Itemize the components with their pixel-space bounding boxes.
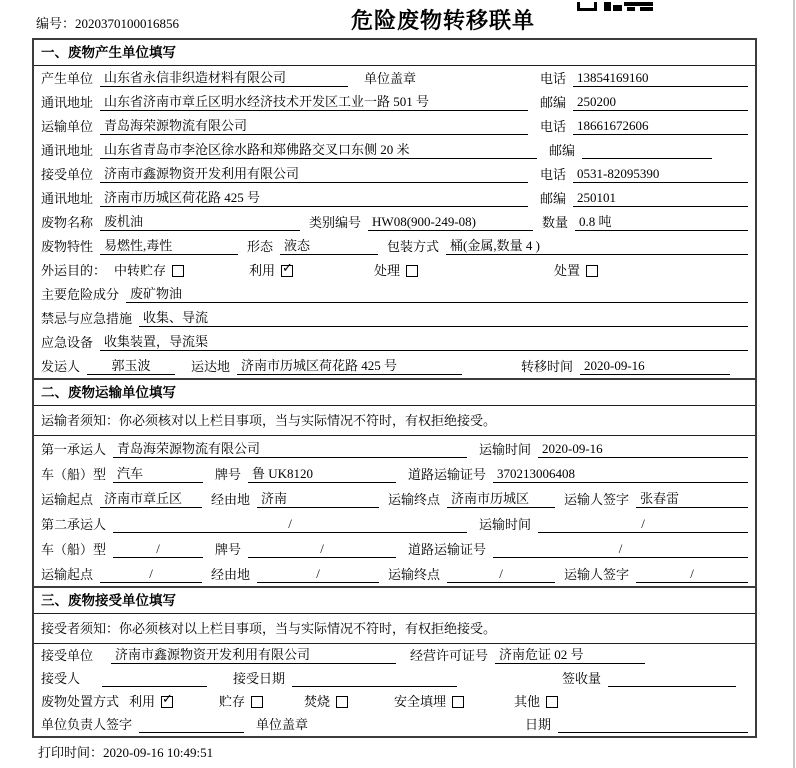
transporter-address-value: 山东省青岛市李沧区徐水路和郑佛路交叉口东侧 20 米 (100, 141, 537, 159)
receiver-value: 济南市鑫源物资开发利用有限公司 (100, 165, 528, 183)
transporter-notice: 运输者须知：你必须核对以上栏目事项，当与实际情况不符时，有权拒绝接受。 (34, 406, 755, 436)
option-label: 利用 (129, 694, 156, 709)
option-label: 利用 (249, 263, 276, 278)
receiver-phone-label: 电话 (539, 167, 566, 182)
transporter-zip-label: 邮编 (548, 143, 575, 158)
section1-title: 一、废物产生单位填写 (34, 40, 755, 66)
receiver-row (34, 162, 755, 186)
dispatch-row (34, 354, 755, 378)
receipt-row (34, 667, 755, 690)
checkbox-option-other (514, 693, 558, 710)
signoff-row (34, 713, 755, 736)
packaging-value: 桶(金属,数量 4 ) (446, 237, 748, 255)
checkbox-icon (586, 265, 598, 277)
packaging-label: 包装方式 (387, 239, 440, 254)
equipment-value: 收集装置，导流渠 (100, 333, 748, 351)
equipment-label: 应急设备 (41, 335, 94, 350)
producer-zip-value: 250200 (573, 93, 748, 111)
disposal-label: 废物处置方式 (41, 694, 120, 709)
receiver-zip-label: 邮编 (539, 191, 566, 206)
page-title: 危险废物转移联单 (350, 8, 535, 33)
hazard-label: 主要危险成分 (41, 287, 120, 302)
checkbox-option-dispose (554, 262, 598, 279)
checkbox-icon (172, 265, 184, 277)
receiver-phone-value: 0531-82095390 (573, 165, 748, 183)
carrier1-name-row (34, 436, 755, 461)
responsible-sign-label: 单位负责人签字 (41, 717, 133, 732)
producer-value: 山东省永信非织造材料有限公司 (100, 69, 348, 87)
carrier1-vehicle-row (34, 461, 755, 486)
waste-traits-value: 易燃性,毒性 (100, 237, 238, 255)
carrier2-time-label: 运输时间 (478, 517, 531, 532)
waste-form-value: 液态 (280, 237, 378, 255)
carrier2-origin: / (100, 565, 202, 583)
checkbox-checked-icon: ✓ (162, 691, 173, 707)
shipper-label: 发运人 (41, 359, 81, 374)
checkbox-icon (406, 265, 418, 277)
receiver-address-row (34, 186, 755, 210)
signed-amount-value (608, 686, 736, 687)
producer-zip-label: 邮编 (539, 95, 566, 110)
operating-license-value: 济南危证 02 号 (495, 646, 645, 664)
carrier1-end-label: 运输终点 (388, 492, 441, 507)
purpose-row (34, 258, 755, 282)
waste-name-row (34, 210, 755, 234)
carrier1-time-label: 运输时间 (478, 442, 531, 457)
checkbox-option-landfill (394, 693, 514, 710)
carrier2-vehicle-row (34, 536, 755, 561)
carrier1-origin-label: 运输起点 (41, 492, 94, 507)
carrier1-signature: 张春雷 (636, 490, 748, 508)
transporter-row (34, 114, 755, 138)
receiver-address-value: 济南市历城区荷花路 425 号 (100, 189, 528, 207)
signoff-date-label: 日期 (524, 717, 551, 732)
option-label: 中转贮存 (114, 263, 167, 278)
checkbox-option-treat (374, 262, 554, 279)
receiver-address-label: 通讯地址 (41, 191, 94, 206)
serial-label: 编号： (36, 16, 76, 31)
carrier2-plate: / (248, 540, 396, 558)
operating-license-label: 经营许可证号 (410, 648, 489, 663)
emergency-label: 禁忌与应急措施 (41, 311, 133, 326)
carrier2-end-label: 运输终点 (388, 567, 441, 582)
carrier1-label: 第一承运人 (41, 442, 107, 457)
destination-value: 济南市历城区荷花路 425 号 (237, 357, 462, 375)
checkbox-icon (452, 696, 464, 708)
receiver-label: 接受单位 (41, 167, 94, 182)
carrier2-name-row (34, 511, 755, 536)
checkbox-icon (546, 696, 558, 708)
waste-name-label: 废物名称 (41, 215, 94, 230)
carrier1-time: 2020-09-16 (538, 440, 748, 458)
waste-traits-row (34, 234, 755, 258)
hazard-row (34, 282, 755, 306)
transporter-value: 青岛海荣源物流有限公司 (100, 117, 528, 135)
section2-title: 二、废物运输单位填写 (34, 378, 755, 406)
option-label: 贮存 (219, 694, 246, 709)
section-producer (34, 40, 755, 378)
checkbox-icon (336, 696, 348, 708)
carrier2-vehicle-label: 车（船）型 (41, 542, 107, 557)
carrier1-vehicle-label: 车（船）型 (41, 467, 107, 482)
hazard-value: 废矿物油 (126, 285, 748, 303)
shipper-value: 郭玉波 (87, 357, 175, 375)
waste-name-value: 废机油 (100, 213, 300, 231)
equipment-row (34, 330, 755, 354)
option-label: 焚烧 (304, 694, 331, 709)
section-transporter (34, 378, 755, 586)
waste-category-value: HW08(900-249-08) (368, 213, 533, 231)
purpose-label: 外运目的： (41, 263, 107, 278)
checkbox-option-utilize-3 (129, 693, 219, 710)
carrier1-sign-label: 运输人签字 (564, 492, 630, 507)
receipt-date-value (292, 686, 457, 687)
receiving-unit-value: 济南市鑫源物资开发利用有限公司 (111, 646, 396, 664)
recipient-value (102, 686, 207, 687)
carrier2-end: / (447, 565, 555, 583)
signoff-date-value (558, 732, 748, 733)
producer-address-label: 通讯地址 (41, 95, 94, 110)
section-receiver (34, 586, 755, 736)
qr-code-icon (577, 0, 653, 10)
waste-quantity-label: 数量 (542, 215, 569, 230)
serial-value: 2020370100016856 (75, 16, 180, 31)
transporter-zip-value (582, 158, 712, 159)
carrier2-origin-label: 运输起点 (41, 567, 94, 582)
checkbox-icon (251, 696, 263, 708)
receipt-date-label: 接受日期 (233, 671, 286, 686)
receiving-unit-label: 接受单位 (41, 648, 94, 663)
carrier2-via: / (257, 565, 379, 583)
producer-address-value: 山东省济南市章丘区明水经济技术开发区工业一路 501 号 (100, 93, 528, 111)
carrier1-name: 青岛海荣源物流有限公司 (113, 440, 467, 458)
document-header (0, 0, 796, 36)
carrier1-via-label: 经由地 (211, 492, 251, 507)
print-time-value: 2020-09-16 10:49:51 (103, 745, 214, 760)
emergency-value: 收集、导流 (139, 309, 748, 327)
emergency-row (34, 306, 755, 330)
carrier1-end: 济南市历城区 (447, 490, 555, 508)
receiving-unit-row (34, 644, 755, 667)
carrier1-license-label: 道路运输证号 (408, 467, 487, 482)
carrier1-vehicle: 汽车 (113, 465, 203, 483)
signed-amount-label: 签收量 (561, 671, 601, 686)
carrier2-route-row (34, 561, 755, 586)
option-label: 处理 (374, 263, 401, 278)
transporter-phone-label: 电话 (539, 119, 566, 134)
unit-seal-label: 单位盖章 (256, 717, 309, 732)
producer-address-row (34, 90, 755, 114)
destination-label: 运达地 (191, 359, 231, 374)
carrier1-license: 370213006408 (493, 465, 748, 483)
carrier2-plate-label: 牌号 (215, 542, 242, 557)
page-edge-divider (793, 0, 795, 768)
checkbox-option-incinerate (304, 693, 394, 710)
checkbox-option-transit-storage (114, 262, 249, 279)
waste-category-label: 类别编号 (309, 215, 362, 230)
responsible-sign-value (139, 732, 244, 733)
transporter-address-label: 通讯地址 (41, 143, 94, 158)
producer-label: 产生单位 (41, 71, 94, 86)
waste-form-label: 形态 (247, 239, 274, 254)
seal-label: 单位盖章 (364, 71, 417, 86)
carrier1-origin: 济南市章丘区 (100, 490, 202, 508)
section3-title: 三、废物接受单位填写 (34, 586, 755, 614)
print-time-label: 打印时间： (38, 745, 104, 760)
checkbox-checked-icon: ✓ (282, 260, 293, 276)
carrier1-plate-label: 牌号 (215, 467, 242, 482)
carrier2-license: / (493, 540, 748, 558)
carrier2-license-label: 道路运输证号 (408, 542, 487, 557)
transfer-time-label: 转移时间 (520, 359, 573, 374)
carrier1-route-row (34, 486, 755, 511)
carrier1-plate: 鲁 UK8120 (248, 465, 396, 483)
carrier2-vehicle: / (113, 540, 203, 558)
recipient-label: 接受人 (41, 671, 81, 686)
producer-row (34, 66, 755, 90)
transporter-label: 运输单位 (41, 119, 94, 134)
waste-traits-label: 废物特性 (41, 239, 94, 254)
transfer-time-value: 2020-09-16 (580, 357, 730, 375)
disposal-row (34, 690, 755, 713)
producer-phone-value: 13854169160 (573, 69, 748, 87)
manifest-form-table (32, 38, 757, 738)
receiver-notice: 接受者须知：你必须核对以上栏目事项，当与实际情况不符时，有权拒绝接受。 (34, 614, 755, 644)
receiver-zip-value: 250101 (573, 189, 748, 207)
producer-phone-label: 电话 (539, 71, 566, 86)
checkbox-option-store (219, 693, 304, 710)
carrier2-via-label: 经由地 (211, 567, 251, 582)
carrier2-signature: / (636, 565, 748, 583)
transporter-phone-value: 18661672606 (573, 117, 748, 135)
transporter-address-row (34, 138, 755, 162)
carrier2-name: / (113, 515, 467, 533)
checkbox-option-utilize (249, 262, 374, 279)
print-time (38, 742, 213, 761)
carrier2-label: 第二承运人 (41, 517, 107, 532)
carrier2-sign-label: 运输人签字 (564, 567, 630, 582)
waste-quantity-value: 0.8 吨 (575, 213, 748, 231)
option-label: 其他 (514, 694, 541, 709)
option-label: 处置 (554, 263, 581, 278)
option-label: 安全填埋 (394, 694, 447, 709)
carrier1-via: 济南 (257, 490, 379, 508)
carrier2-time: / (538, 515, 748, 533)
